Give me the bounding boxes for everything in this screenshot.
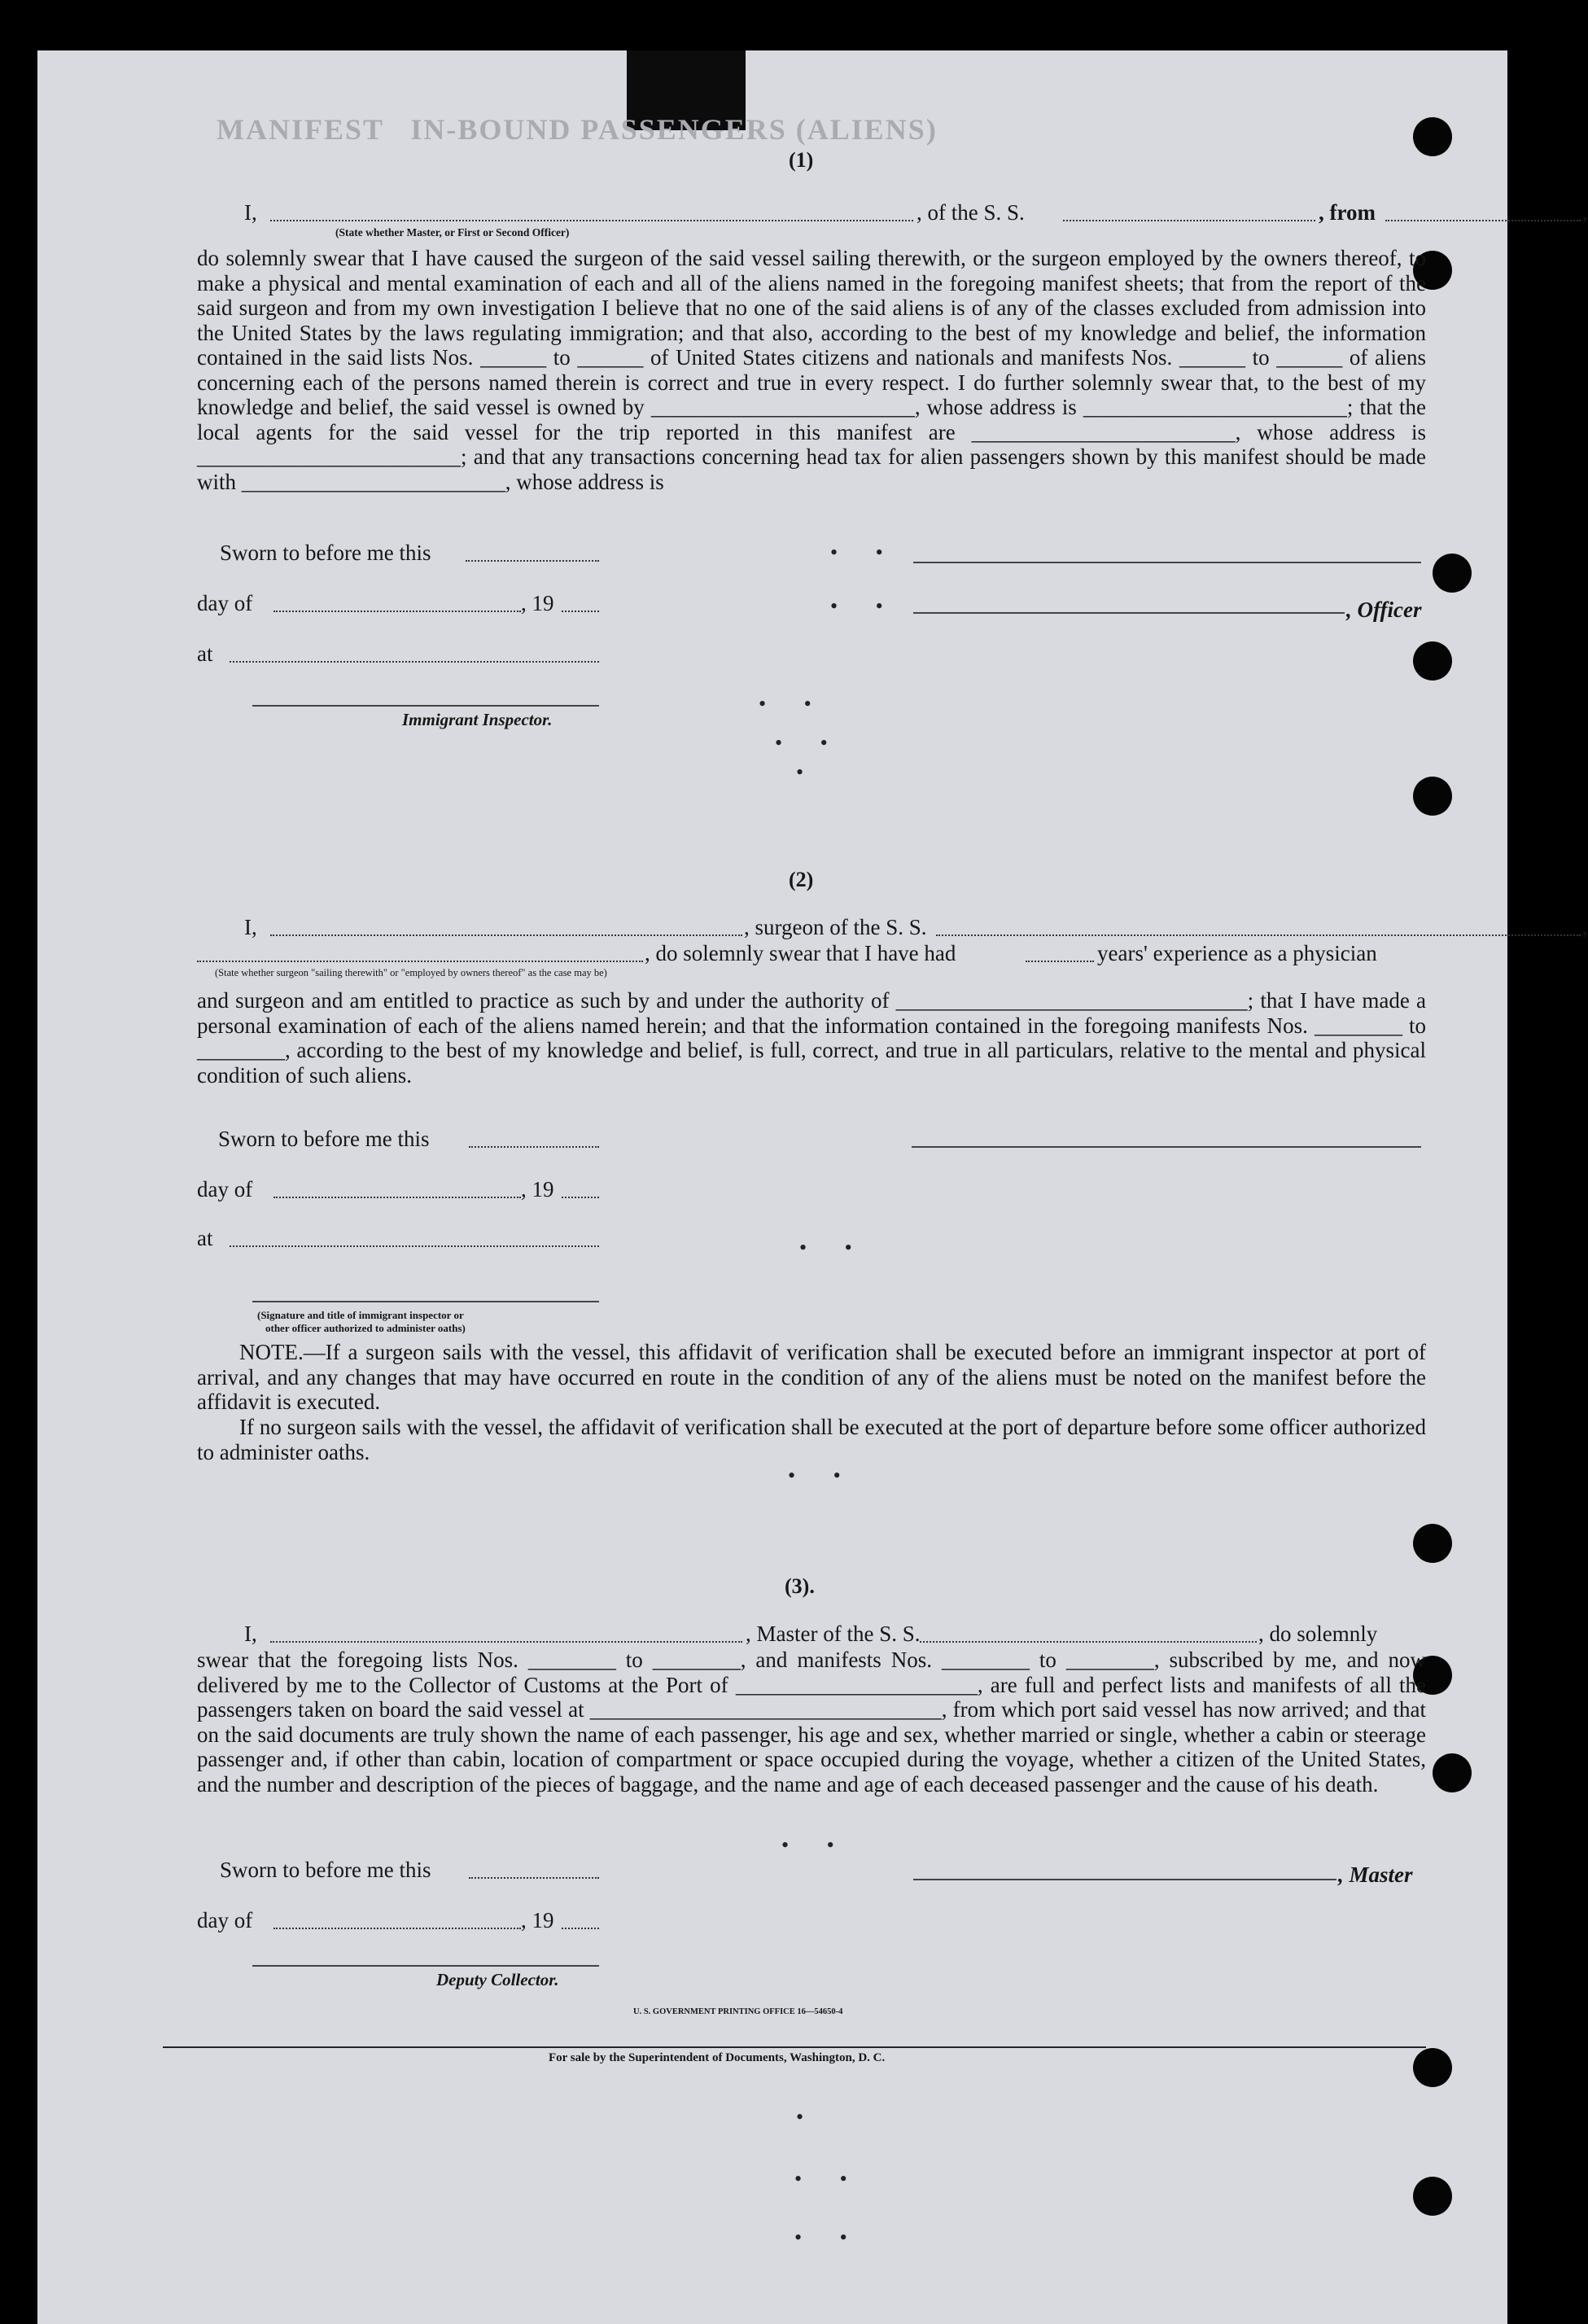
dot-marks: • • <box>799 1236 868 1259</box>
section-2-sworn-label: Sworn to before me this <box>218 1127 430 1151</box>
punch-hole <box>1413 2177 1452 2216</box>
dot-marks: • • <box>788 1464 857 1487</box>
immigrant-inspector-signature-line[interactable] <box>252 705 599 707</box>
officer-title-line[interactable] <box>913 612 1345 614</box>
dot-marks: • • <box>775 731 844 755</box>
section-1 <box>197 148 1588 832</box>
section-3-number: (3). <box>785 1574 815 1598</box>
section-1-number: (1) <box>789 148 814 172</box>
signature-note-2: other officer authorized to administer oaths) <box>265 1322 466 1334</box>
section-2-surgeon-of-ss: , surgeon of the S. S. <box>744 915 927 939</box>
section-2-day-label: day of <box>197 1177 253 1201</box>
surgeon-status-field[interactable] <box>197 961 643 962</box>
dot-marks: • • <box>759 692 828 716</box>
master-signature-line[interactable] <box>913 1879 1336 1880</box>
section-1-place-field[interactable] <box>230 661 599 663</box>
gpo-imprint: U. S. GOVERNMENT PRINTING OFFICE 16—54650-4 <box>633 2007 843 2016</box>
footer-rule <box>163 2046 1426 2048</box>
dot-marks: • • <box>830 594 899 618</box>
immigrant-inspector-label: Immigrant Inspector. <box>402 710 553 729</box>
bleed-through-heading: MANIFEST IN-BOUND PASSENGERS (ALIENS) <box>217 113 938 146</box>
section-2-at-label: at <box>197 1226 213 1250</box>
section-2-oath-text: and surgeon and am entitled to practice as such by and under the authority of ________________________________; that I have made a personal examination of each of the aliens named herein; and that the information contained in the foregoing manifests Nos. ________ to ________, according to the best of my knowledge and belief, is full, correct, and true in all particulars, relative to the mental and physical condition of such aliens. <box>197 988 1426 1088</box>
surgeon-name-field[interactable] <box>270 934 742 936</box>
dot-marks: • • <box>830 541 899 564</box>
deputy-collector-signature-line[interactable] <box>252 1965 599 1967</box>
section-2-ship-field[interactable] <box>936 934 1581 936</box>
section-3-i: I, <box>244 1622 257 1646</box>
surgeon-status-note: (State whether surgeon "sailing therewith" or "employed by owners thereof" as the case may be) <box>215 967 607 978</box>
punch-hole <box>1433 1753 1472 1792</box>
officer-signature-line[interactable] <box>913 562 1421 563</box>
dot-marks: • • <box>794 2226 864 2249</box>
section-3-year-field[interactable] <box>562 1928 599 1929</box>
section-1-end: , <box>1582 200 1588 225</box>
section-2-number: (2) <box>789 868 814 891</box>
section-2 <box>197 868 1588 1552</box>
punch-hole <box>1433 554 1472 593</box>
section-3-oath-text: swear that the foregoing lists Nos. ________ to ________, and manifests Nos. ________ to ________, subscribed by me, and now delivered by me to the Collector of Customs at the Port of ______________________, are full and perfect lists and manifests of all the passengers taken on board the said vessel at ________________________________, from which port said vessel has now arrived; and that on the said documents are truly shown the name of each passenger, his age and sex, whether married or single, whether a cabin or steerage passenger and, if other than cabin, location of compartment or space occupied during the voyage, whether a citizen of the United States, and the number and description of the pieces of baggage, and the name and age of each deceased passenger and the cause of his death. <box>197 1648 1426 1797</box>
inspector-signature-line[interactable] <box>252 1301 599 1302</box>
section-2-years: years' experience as a physician <box>1097 941 1377 965</box>
section-2-year-label: , 19 <box>521 1177 554 1201</box>
section-3-day-label: day of <box>197 1908 253 1932</box>
section-1-of-ss: , of the S. S. <box>916 200 1025 225</box>
form-sheet <box>37 50 1588 2324</box>
dot-marks: • • <box>781 1833 851 1857</box>
section-1-month-field[interactable] <box>273 611 521 612</box>
section-2-place-field[interactable] <box>230 1245 599 1247</box>
surgeon-note-text: NOTE.—If a surgeon sails with the vessel, this affidavit of verification shall be executed before an immigrant inspector at port of arrival, and any changes that may have occurred en route in the condition of any of the aliens must be noted on the manifest before the affidavit is executed. <box>197 1340 1426 1414</box>
no-surgeon-note-text: If no surgeon sails with the vessel, the affidavit of verification shall be executed at the port of departure before some officer authorized to administer oaths. <box>197 1415 1426 1464</box>
section-3 <box>197 1574 1426 2063</box>
section-2-i: I, <box>244 915 257 939</box>
section-3-ship-field[interactable] <box>920 1641 1257 1643</box>
section-2-swear: , do solemnly swear that I have had <box>645 941 956 965</box>
deputy-collector-label: Deputy Collector. <box>436 1970 559 1989</box>
master-name-field[interactable] <box>270 1641 742 1643</box>
ship-name-field[interactable] <box>1063 220 1315 221</box>
dot-marks: • • <box>794 2167 864 2191</box>
section-1-day-label: day of <box>197 591 253 615</box>
section-3-sworn-day-field[interactable] <box>469 1877 599 1879</box>
section-1-from: , from <box>1319 200 1376 225</box>
section-2-month-field[interactable] <box>273 1197 521 1198</box>
officer-rank-note: (State whether Master, or First or Second Officer) <box>335 226 570 239</box>
section-1-year-label: , 19 <box>521 591 554 615</box>
section-1-oath-text: do solemnly swear that I have caused the surgeon of the said vessel sailing therewith, or the surgeon employed by the owners thereof, to make a physical and mental examination of each and all of the aliens named in the foregoing manifest sheets; that from the report of the said surgeon and from my own investigation I believe that no one of the said aliens is of any of the classes excluded from admission into the United States by the laws regulating immigration; and that also, according to the best of my knowledge and belief, the information contained in the said lists Nos. ______ to ______ of United States citizens and nationals and manifests Nos. ______ to ______ of aliens concerning each of the persons named therein is correct and true in every respect. I do further solemnly swear that, to the best of my knowledge and belief, the said vessel is owned by ________________________, whose address is ________________________; that the local agents for the said vessel for the trip reported in this manifest are ________________________, whose address is ________________________; and that any transactions concerning head tax for alien passengers shown by this manifest should be made with ________________________, whose address is <box>197 246 1426 494</box>
section-2-end: , <box>1582 915 1588 939</box>
master-label: , Master <box>1338 1862 1413 1887</box>
section-2-year-field[interactable] <box>562 1197 599 1198</box>
section-1-at-label: at <box>197 641 213 666</box>
section-1-i: I, <box>244 200 257 225</box>
signature-note-1: (Signature and title of immigrant inspector or <box>257 1309 464 1321</box>
officer-name-field[interactable] <box>270 220 913 221</box>
section-1-sworn-day-field[interactable] <box>466 560 599 562</box>
section-3-end: , do solemnly <box>1258 1622 1378 1646</box>
section-3-master-of-ss: , Master of the S. S. <box>746 1622 921 1646</box>
sale-imprint: For sale by the Superintendent of Documents, Washington, D. C. <box>549 2051 886 2064</box>
surgeon-signature-line[interactable] <box>912 1146 1421 1148</box>
dot-marks: • <box>796 2105 820 2129</box>
section-3-year-label: , 19 <box>521 1908 554 1932</box>
years-experience-field[interactable] <box>1026 961 1094 962</box>
departure-port-field[interactable] <box>1385 220 1581 221</box>
officer-label: , Officer <box>1346 597 1422 622</box>
section-3-month-field[interactable] <box>273 1928 521 1929</box>
section-2-sworn-day-field[interactable] <box>469 1146 599 1148</box>
section-1-year-field[interactable] <box>562 611 599 612</box>
section-1-sworn-label: Sworn to before me this <box>220 541 431 565</box>
section-3-sworn-label: Sworn to before me this <box>220 1858 431 1882</box>
dot-marks: • <box>796 760 820 784</box>
